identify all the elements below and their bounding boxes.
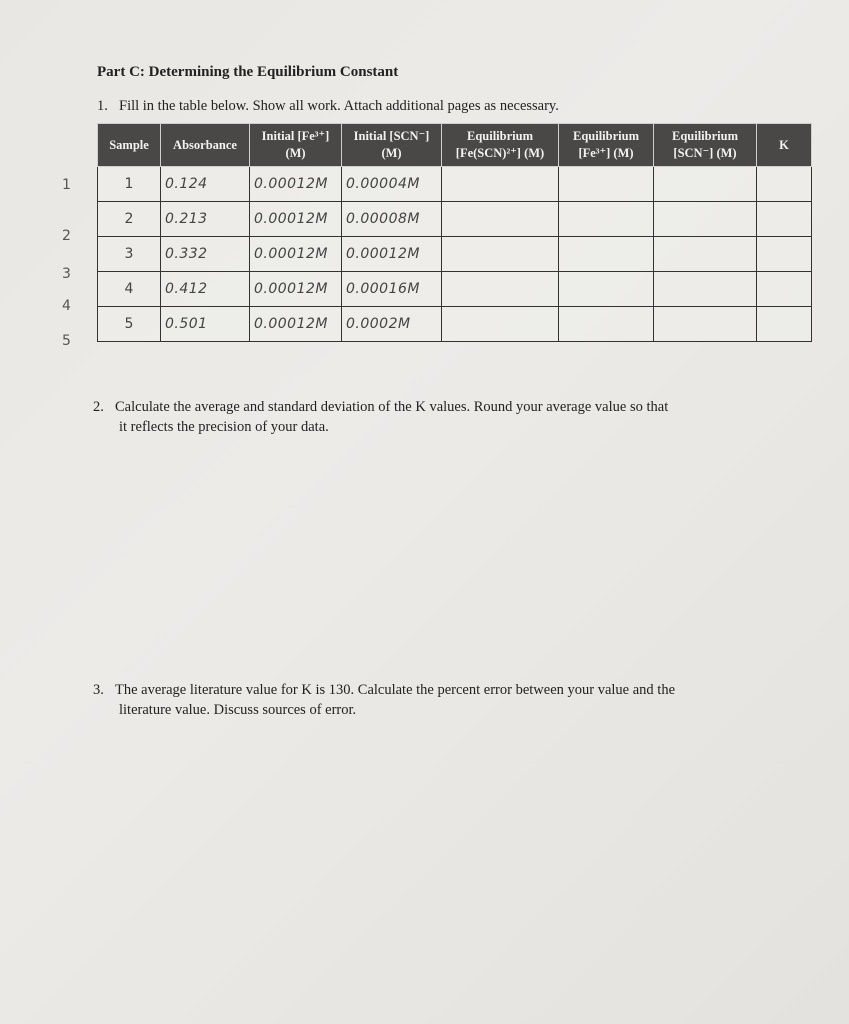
question-2 [93, 397, 773, 437]
question-3 [93, 680, 773, 720]
equilibrium-fe-cell [559, 272, 654, 307]
question-2-line-2: it reflects the precision of your data. [119, 419, 329, 435]
data-table [97, 123, 812, 342]
header-equilibrium-fescn: Equilibrium [Fe(SCN)²⁺] (M) [442, 124, 559, 167]
initial-scn-cell: 0.00012M [342, 237, 442, 272]
question-2-line-1: Calculate the average and standard deviation of the K values. Round your average value so that [115, 399, 669, 415]
table-row [98, 202, 812, 237]
initial-scn-cell: 0.00008M [342, 202, 442, 237]
header-equilibrium-fe: Equilibrium [Fe³⁺] (M) [559, 124, 654, 167]
equilibrium-fe-cell [559, 202, 654, 237]
sample-cell: 2 [98, 202, 161, 237]
question-3-line-2: literature value. Discuss sources of error. [119, 702, 357, 718]
header-k: K [757, 124, 812, 167]
margin-number: 1 [62, 177, 71, 193]
table-row [98, 272, 812, 307]
question-3-number: 3. [93, 682, 104, 698]
sample-cell: 4 [98, 272, 161, 307]
equilibrium-scn-cell [654, 202, 757, 237]
absorbance-cell: 0.412 [161, 272, 250, 307]
k-cell [757, 272, 812, 307]
k-cell [757, 237, 812, 272]
equilibrium-scn-cell [654, 167, 757, 202]
k-cell [757, 167, 812, 202]
table-row [98, 307, 812, 342]
question-1 [97, 96, 559, 116]
equilibrium-fescn-cell [442, 202, 559, 237]
initial-fe-cell: 0.00012M [250, 167, 342, 202]
absorbance-cell: 0.213 [161, 202, 250, 237]
header-equilibrium-scn: Equilibrium [SCN⁻] (M) [654, 124, 757, 167]
table-row [98, 237, 812, 272]
header-sample: Sample [98, 124, 161, 167]
header-initial-scn: Initial [SCN⁻] (M) [342, 124, 442, 167]
equilibrium-fe-cell [559, 237, 654, 272]
header-initial-fe: Initial [Fe³⁺] (M) [250, 124, 342, 167]
margin-number: 3 [62, 266, 71, 282]
absorbance-cell: 0.124 [161, 167, 250, 202]
initial-fe-cell: 0.00012M [250, 272, 342, 307]
equilibrium-scn-cell [654, 237, 757, 272]
equilibrium-fescn-cell [442, 237, 559, 272]
initial-fe-cell: 0.00012M [250, 202, 342, 237]
question-1-number: 1. [97, 98, 108, 114]
sample-cell: 5 [98, 307, 161, 342]
absorbance-cell: 0.332 [161, 237, 250, 272]
k-cell [757, 307, 812, 342]
equilibrium-fe-cell [559, 307, 654, 342]
header-absorbance: Absorbance [161, 124, 250, 167]
margin-number: 4 [62, 298, 71, 314]
margin-number: 2 [62, 228, 71, 244]
question-2-number: 2. [93, 399, 104, 415]
question-1-text: Fill in the table below. Show all work. Attach additional pages as necessary. [119, 98, 559, 114]
equilibrium-scn-cell [654, 307, 757, 342]
equilibrium-fescn-cell [442, 272, 559, 307]
equilibrium-fescn-cell [442, 167, 559, 202]
question-3-line-1: The average literature value for K is 130. Calculate the percent error between your value and the [115, 682, 676, 698]
table-header-row [98, 124, 812, 167]
initial-scn-cell: 0.00004M [342, 167, 442, 202]
absorbance-cell: 0.501 [161, 307, 250, 342]
initial-scn-cell: 0.00016M [342, 272, 442, 307]
sample-cell: 1 [98, 167, 161, 202]
margin-number: 5 [62, 333, 71, 349]
k-cell [757, 202, 812, 237]
equilibrium-scn-cell [654, 272, 757, 307]
equilibrium-fescn-cell [442, 307, 559, 342]
equilibrium-fe-cell [559, 167, 654, 202]
initial-fe-cell: 0.00012M [250, 237, 342, 272]
table-row [98, 167, 812, 202]
initial-fe-cell: 0.00012M [250, 307, 342, 342]
section-heading: Part C: Determining the Equilibrium Constant [97, 64, 399, 80]
sample-cell: 3 [98, 237, 161, 272]
initial-scn-cell: 0.0002M [342, 307, 442, 342]
